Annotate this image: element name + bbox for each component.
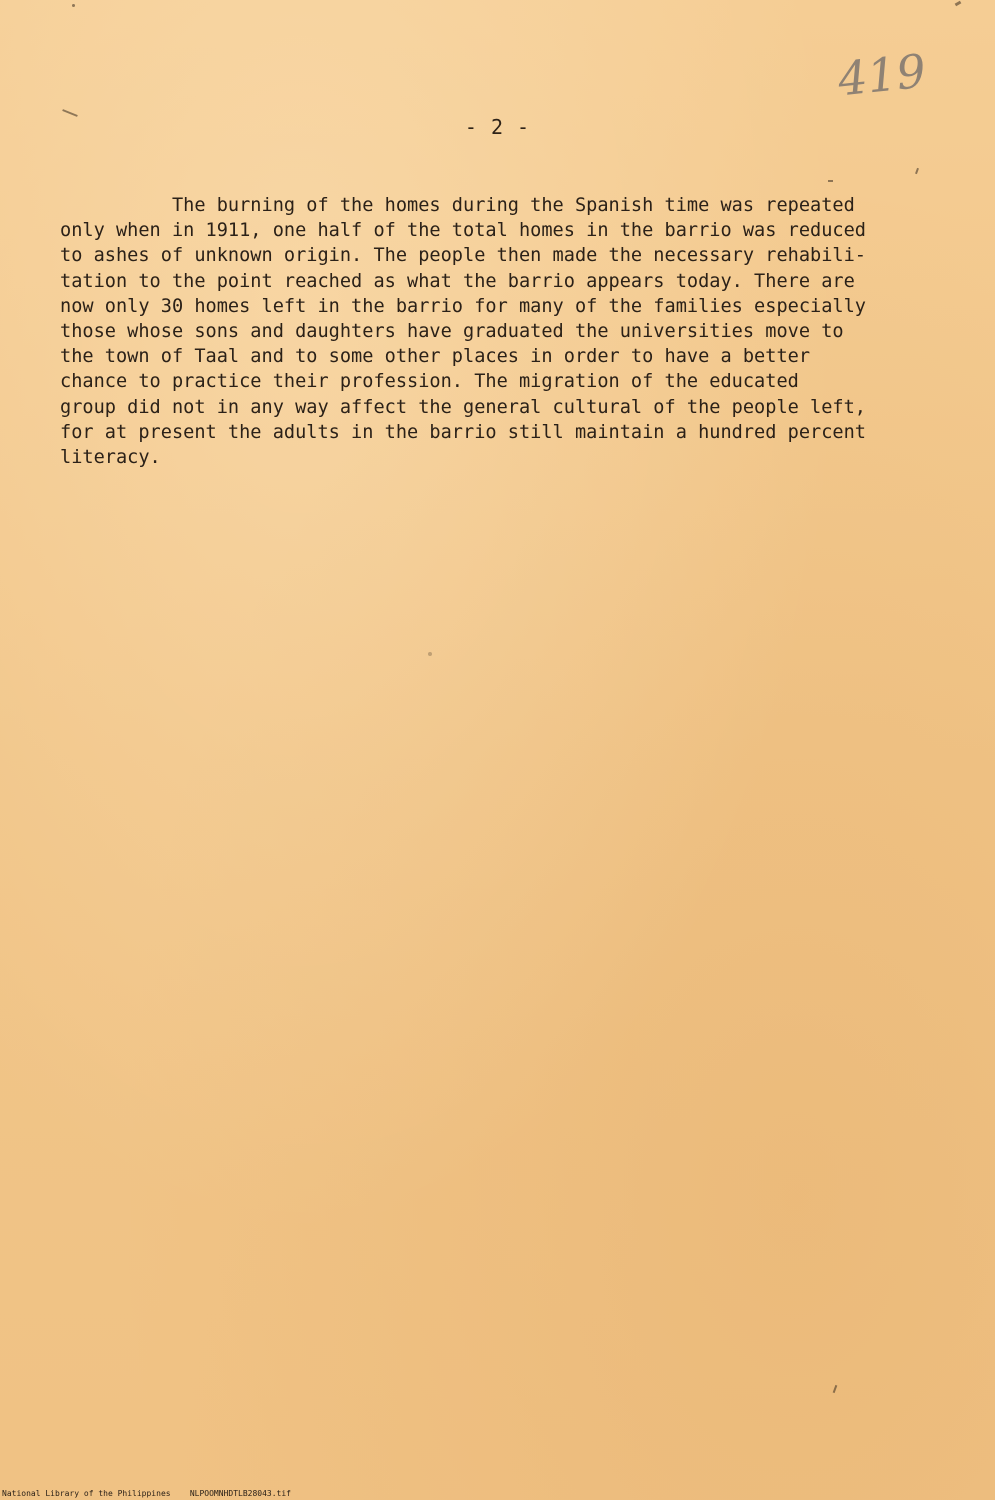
body-paragraph <box>60 193 950 470</box>
paragraph-line: now only 30 homes left in the barrio for many of the families especially <box>60 295 866 317</box>
paper-mark <box>72 4 75 7</box>
paragraph-line: only when in 1911, one half of the total homes in the barrio was reduced <box>60 220 866 242</box>
page-number: - 2 - <box>464 115 531 139</box>
paper-mark <box>955 1 962 7</box>
paragraph-line: the town of Taal and to some other places in order to have a better <box>60 346 811 368</box>
paragraph-line: group did not in any way affect the general cultural of the people left, <box>60 396 866 418</box>
footer-library: National Library of the Philippines <box>2 1489 171 1498</box>
footer-filename: NLPOOMNHDTLB28043.tif <box>189 1489 291 1498</box>
handwritten-folio-number: 419 <box>835 43 929 107</box>
paper-mark <box>915 168 919 174</box>
paragraph-line: literacy. <box>60 447 161 469</box>
footer <box>2 1489 291 1498</box>
paper-mark <box>428 652 432 656</box>
paper-mark <box>833 1385 838 1393</box>
paragraph-line: The burning of the homes during the Spanish time was repeated <box>60 195 855 216</box>
paragraph-line: for at present the adults in the barrio still maintain a hundred percent <box>60 421 866 443</box>
paragraph-line: those whose sons and daughters have graduated the universities move to <box>60 321 844 343</box>
paragraph-line: tation to the point reached as what the barrio appears today. There are <box>60 270 855 292</box>
paragraph-line: to ashes of unknown origin. The people then made the necessary rehabili- <box>60 245 866 267</box>
paper-mark <box>828 180 833 182</box>
paragraph-line: chance to practice their profession. The migration of the educated <box>60 371 799 393</box>
